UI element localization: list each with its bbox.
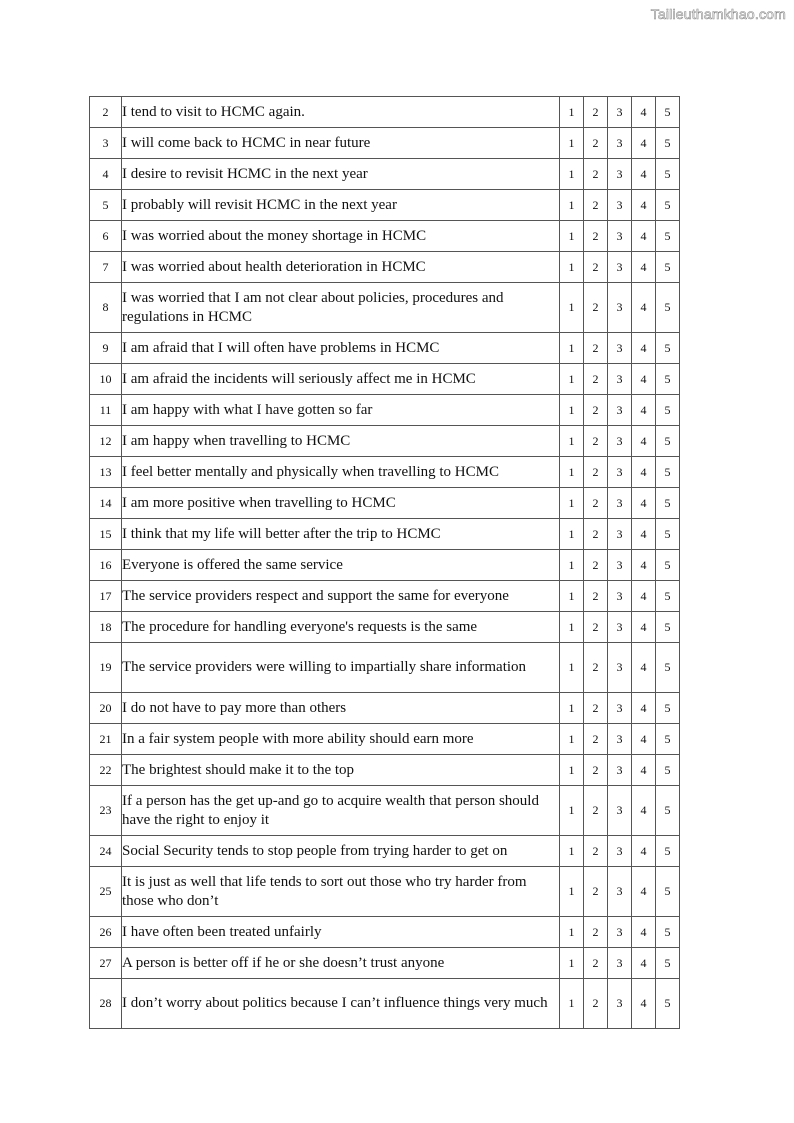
likert-option-4[interactable]: 4 xyxy=(632,221,656,252)
likert-option-2[interactable]: 2 xyxy=(584,786,608,836)
table-row xyxy=(90,457,680,488)
statement-text: I am happy with what I have gotten so far xyxy=(122,395,560,426)
likert-option-1[interactable]: 1 xyxy=(560,364,584,395)
likert-option-2[interactable]: 2 xyxy=(584,550,608,581)
likert-option-3[interactable]: 3 xyxy=(608,643,632,693)
likert-option-4[interactable]: 4 xyxy=(632,395,656,426)
likert-option-1[interactable]: 1 xyxy=(560,457,584,488)
table-row xyxy=(90,917,680,948)
likert-option-3[interactable]: 3 xyxy=(608,755,632,786)
table-row xyxy=(90,836,680,867)
table-row xyxy=(90,948,680,979)
watermark: Tailieuthamkhao.com xyxy=(650,6,786,22)
statement-text: The procedure for handling everyone's requests is the same xyxy=(122,612,560,643)
statement-text: I will come back to HCMC in near future xyxy=(122,128,560,159)
likert-option-1[interactable]: 1 xyxy=(560,550,584,581)
likert-option-2[interactable]: 2 xyxy=(584,426,608,457)
likert-option-1[interactable]: 1 xyxy=(560,488,584,519)
likert-option-5[interactable]: 5 xyxy=(656,252,680,283)
table-row xyxy=(90,252,680,283)
table-row xyxy=(90,97,680,128)
likert-option-3[interactable]: 3 xyxy=(608,159,632,190)
item-number: 6 xyxy=(90,221,122,252)
statement-text: I tend to visit to HCMC again. xyxy=(122,97,560,128)
likert-option-5[interactable]: 5 xyxy=(656,426,680,457)
item-number: 14 xyxy=(90,488,122,519)
likert-option-1[interactable]: 1 xyxy=(560,581,584,612)
likert-option-5[interactable]: 5 xyxy=(656,395,680,426)
likert-option-3[interactable]: 3 xyxy=(608,333,632,364)
statement-text: I think that my life will better after the trip to HCMC xyxy=(122,519,560,550)
statement-text: I am happy when travelling to HCMC xyxy=(122,426,560,457)
statement-text: It is just as well that life tends to sort out those who try harder from those who don’t xyxy=(122,867,560,917)
likert-option-1[interactable]: 1 xyxy=(560,221,584,252)
table-row xyxy=(90,128,680,159)
likert-option-1[interactable]: 1 xyxy=(560,283,584,333)
statement-text: Social Security tends to stop people from trying harder to get on xyxy=(122,836,560,867)
item-number: 9 xyxy=(90,333,122,364)
item-number: 5 xyxy=(90,190,122,221)
statement-text: In a fair system people with more ability should earn more xyxy=(122,724,560,755)
table-row xyxy=(90,283,680,333)
likert-option-2[interactable]: 2 xyxy=(584,643,608,693)
likert-option-3[interactable]: 3 xyxy=(608,252,632,283)
statement-text: I do not have to pay more than others xyxy=(122,693,560,724)
likert-option-1[interactable]: 1 xyxy=(560,724,584,755)
statement-text: I feel better mentally and physically when travelling to HCMC xyxy=(122,457,560,488)
likert-option-1[interactable]: 1 xyxy=(560,395,584,426)
statement-text: The brightest should make it to the top xyxy=(122,755,560,786)
table-row xyxy=(90,786,680,836)
likert-option-2[interactable]: 2 xyxy=(584,395,608,426)
table-row xyxy=(90,581,680,612)
likert-option-4[interactable]: 4 xyxy=(632,190,656,221)
likert-option-2[interactable]: 2 xyxy=(584,612,608,643)
item-number: 19 xyxy=(90,643,122,693)
statement-text: The service providers were willing to impartially share information xyxy=(122,643,560,693)
table-row xyxy=(90,979,680,1029)
likert-option-2[interactable]: 2 xyxy=(584,488,608,519)
likert-option-2[interactable]: 2 xyxy=(584,836,608,867)
table-row xyxy=(90,488,680,519)
item-number: 25 xyxy=(90,867,122,917)
likert-option-1[interactable]: 1 xyxy=(560,786,584,836)
likert-option-5[interactable]: 5 xyxy=(656,612,680,643)
likert-option-1[interactable]: 1 xyxy=(560,333,584,364)
item-number: 21 xyxy=(90,724,122,755)
likert-option-2[interactable]: 2 xyxy=(584,917,608,948)
likert-option-4[interactable]: 4 xyxy=(632,693,656,724)
likert-option-1[interactable]: 1 xyxy=(560,128,584,159)
item-number: 20 xyxy=(90,693,122,724)
likert-option-5[interactable]: 5 xyxy=(656,457,680,488)
likert-option-2[interactable]: 2 xyxy=(584,693,608,724)
likert-option-1[interactable]: 1 xyxy=(560,190,584,221)
item-number: 23 xyxy=(90,786,122,836)
likert-option-1[interactable]: 1 xyxy=(560,612,584,643)
item-number: 12 xyxy=(90,426,122,457)
likert-option-2[interactable]: 2 xyxy=(584,333,608,364)
likert-option-4[interactable]: 4 xyxy=(632,867,656,917)
statement-text: If a person has the get up-and go to acquire wealth that person should have the right to enjoy it xyxy=(122,786,560,836)
likert-option-4[interactable]: 4 xyxy=(632,283,656,333)
table-row xyxy=(90,693,680,724)
likert-option-4[interactable]: 4 xyxy=(632,836,656,867)
item-number: 8 xyxy=(90,283,122,333)
likert-option-5[interactable]: 5 xyxy=(656,979,680,1029)
likert-option-5[interactable]: 5 xyxy=(656,786,680,836)
item-number: 2 xyxy=(90,97,122,128)
likert-option-1[interactable]: 1 xyxy=(560,979,584,1029)
likert-option-1[interactable]: 1 xyxy=(560,755,584,786)
likert-option-5[interactable]: 5 xyxy=(656,488,680,519)
likert-option-3[interactable]: 3 xyxy=(608,581,632,612)
likert-option-1[interactable]: 1 xyxy=(560,643,584,693)
likert-option-5[interactable]: 5 xyxy=(656,190,680,221)
likert-option-4[interactable]: 4 xyxy=(632,917,656,948)
table-row xyxy=(90,333,680,364)
likert-option-4[interactable]: 4 xyxy=(632,755,656,786)
table-row xyxy=(90,643,680,693)
likert-option-2[interactable]: 2 xyxy=(584,948,608,979)
item-number: 24 xyxy=(90,836,122,867)
likert-option-2[interactable]: 2 xyxy=(584,128,608,159)
statement-text: I am afraid the incidents will seriously affect me in HCMC xyxy=(122,364,560,395)
table-row xyxy=(90,612,680,643)
likert-option-3[interactable]: 3 xyxy=(608,948,632,979)
table-row xyxy=(90,395,680,426)
likert-option-3[interactable]: 3 xyxy=(608,283,632,333)
likert-option-5[interactable]: 5 xyxy=(656,867,680,917)
likert-option-1[interactable]: 1 xyxy=(560,252,584,283)
statement-text: The service providers respect and support the same for everyone xyxy=(122,581,560,612)
likert-option-3[interactable]: 3 xyxy=(608,221,632,252)
likert-option-1[interactable]: 1 xyxy=(560,693,584,724)
likert-option-4[interactable]: 4 xyxy=(632,979,656,1029)
likert-option-5[interactable]: 5 xyxy=(656,581,680,612)
likert-option-3[interactable]: 3 xyxy=(608,786,632,836)
table-row xyxy=(90,426,680,457)
likert-option-5[interactable]: 5 xyxy=(656,724,680,755)
item-number: 11 xyxy=(90,395,122,426)
likert-option-4[interactable]: 4 xyxy=(632,457,656,488)
likert-option-3[interactable]: 3 xyxy=(608,693,632,724)
likert-option-2[interactable]: 2 xyxy=(584,97,608,128)
likert-option-3[interactable]: 3 xyxy=(608,457,632,488)
likert-option-4[interactable]: 4 xyxy=(632,252,656,283)
likert-option-2[interactable]: 2 xyxy=(584,364,608,395)
likert-option-5[interactable]: 5 xyxy=(656,519,680,550)
likert-option-3[interactable]: 3 xyxy=(608,917,632,948)
likert-option-3[interactable]: 3 xyxy=(608,612,632,643)
likert-option-2[interactable]: 2 xyxy=(584,457,608,488)
table-row xyxy=(90,190,680,221)
likert-option-3[interactable]: 3 xyxy=(608,836,632,867)
statement-text: I have often been treated unfairly xyxy=(122,917,560,948)
likert-option-5[interactable]: 5 xyxy=(656,333,680,364)
likert-option-3[interactable]: 3 xyxy=(608,867,632,917)
table-row xyxy=(90,221,680,252)
likert-option-3[interactable]: 3 xyxy=(608,128,632,159)
statement-text: A person is better off if he or she doesn’t trust anyone xyxy=(122,948,560,979)
item-number: 16 xyxy=(90,550,122,581)
statement-text: I was worried about the money shortage in HCMC xyxy=(122,221,560,252)
likert-option-5[interactable]: 5 xyxy=(656,550,680,581)
likert-option-4[interactable]: 4 xyxy=(632,519,656,550)
likert-option-1[interactable]: 1 xyxy=(560,519,584,550)
likert-option-3[interactable]: 3 xyxy=(608,395,632,426)
likert-option-2[interactable]: 2 xyxy=(584,221,608,252)
item-number: 7 xyxy=(90,252,122,283)
likert-option-4[interactable]: 4 xyxy=(632,612,656,643)
likert-option-2[interactable]: 2 xyxy=(584,190,608,221)
likert-option-2[interactable]: 2 xyxy=(584,867,608,917)
likert-option-4[interactable]: 4 xyxy=(632,128,656,159)
table-row xyxy=(90,550,680,581)
item-number: 15 xyxy=(90,519,122,550)
likert-option-4[interactable]: 4 xyxy=(632,948,656,979)
likert-option-4[interactable]: 4 xyxy=(632,550,656,581)
likert-option-3[interactable]: 3 xyxy=(608,364,632,395)
survey-table xyxy=(89,96,680,1029)
likert-option-3[interactable]: 3 xyxy=(608,190,632,221)
likert-option-4[interactable]: 4 xyxy=(632,426,656,457)
likert-option-3[interactable]: 3 xyxy=(608,519,632,550)
likert-option-3[interactable]: 3 xyxy=(608,97,632,128)
likert-option-4[interactable]: 4 xyxy=(632,364,656,395)
survey-body xyxy=(90,97,680,1029)
statement-text: I was worried about health deterioration in HCMC xyxy=(122,252,560,283)
statement-text: Everyone is offered the same service xyxy=(122,550,560,581)
statement-text: I probably will revisit HCMC in the next year xyxy=(122,190,560,221)
likert-option-1[interactable]: 1 xyxy=(560,917,584,948)
statement-text: I am more positive when travelling to HCMC xyxy=(122,488,560,519)
likert-option-5[interactable]: 5 xyxy=(656,948,680,979)
likert-option-2[interactable]: 2 xyxy=(584,159,608,190)
likert-option-4[interactable]: 4 xyxy=(632,159,656,190)
item-number: 4 xyxy=(90,159,122,190)
likert-option-2[interactable]: 2 xyxy=(584,979,608,1029)
likert-option-2[interactable]: 2 xyxy=(584,252,608,283)
likert-option-2[interactable]: 2 xyxy=(584,283,608,333)
likert-option-4[interactable]: 4 xyxy=(632,786,656,836)
statement-text: I don’t worry about politics because I can’t influence things very much xyxy=(122,979,560,1029)
item-number: 3 xyxy=(90,128,122,159)
likert-option-5[interactable]: 5 xyxy=(656,364,680,395)
item-number: 28 xyxy=(90,979,122,1029)
statement-text: I was worried that I am not clear about policies, procedures and regulations in HCMC xyxy=(122,283,560,333)
likert-option-4[interactable]: 4 xyxy=(632,488,656,519)
likert-option-1[interactable]: 1 xyxy=(560,159,584,190)
item-number: 13 xyxy=(90,457,122,488)
likert-option-1[interactable]: 1 xyxy=(560,426,584,457)
table-row xyxy=(90,867,680,917)
likert-option-4[interactable]: 4 xyxy=(632,643,656,693)
item-number: 26 xyxy=(90,917,122,948)
likert-option-5[interactable]: 5 xyxy=(656,159,680,190)
item-number: 27 xyxy=(90,948,122,979)
likert-option-2[interactable]: 2 xyxy=(584,519,608,550)
likert-option-4[interactable]: 4 xyxy=(632,724,656,755)
likert-option-4[interactable]: 4 xyxy=(632,97,656,128)
likert-option-5[interactable]: 5 xyxy=(656,128,680,159)
likert-option-1[interactable]: 1 xyxy=(560,948,584,979)
statement-text: I desire to revisit HCMC in the next year xyxy=(122,159,560,190)
statement-text: I am afraid that I will often have problems in HCMC xyxy=(122,333,560,364)
table-row xyxy=(90,364,680,395)
likert-option-3[interactable]: 3 xyxy=(608,724,632,755)
likert-option-5[interactable]: 5 xyxy=(656,283,680,333)
likert-option-5[interactable]: 5 xyxy=(656,643,680,693)
likert-option-2[interactable]: 2 xyxy=(584,755,608,786)
likert-option-4[interactable]: 4 xyxy=(632,333,656,364)
likert-option-3[interactable]: 3 xyxy=(608,979,632,1029)
likert-option-3[interactable]: 3 xyxy=(608,550,632,581)
likert-option-1[interactable]: 1 xyxy=(560,97,584,128)
likert-option-5[interactable]: 5 xyxy=(656,221,680,252)
table-row xyxy=(90,724,680,755)
item-number: 17 xyxy=(90,581,122,612)
item-number: 22 xyxy=(90,755,122,786)
likert-option-1[interactable]: 1 xyxy=(560,867,584,917)
table-row xyxy=(90,755,680,786)
likert-option-1[interactable]: 1 xyxy=(560,836,584,867)
item-number: 10 xyxy=(90,364,122,395)
likert-option-5[interactable]: 5 xyxy=(656,917,680,948)
likert-option-2[interactable]: 2 xyxy=(584,724,608,755)
table-row xyxy=(90,159,680,190)
table-row xyxy=(90,519,680,550)
likert-option-2[interactable]: 2 xyxy=(584,581,608,612)
likert-option-3[interactable]: 3 xyxy=(608,488,632,519)
likert-option-5[interactable]: 5 xyxy=(656,693,680,724)
item-number: 18 xyxy=(90,612,122,643)
likert-option-3[interactable]: 3 xyxy=(608,426,632,457)
likert-option-5[interactable]: 5 xyxy=(656,97,680,128)
likert-option-5[interactable]: 5 xyxy=(656,755,680,786)
likert-option-4[interactable]: 4 xyxy=(632,581,656,612)
likert-option-5[interactable]: 5 xyxy=(656,836,680,867)
